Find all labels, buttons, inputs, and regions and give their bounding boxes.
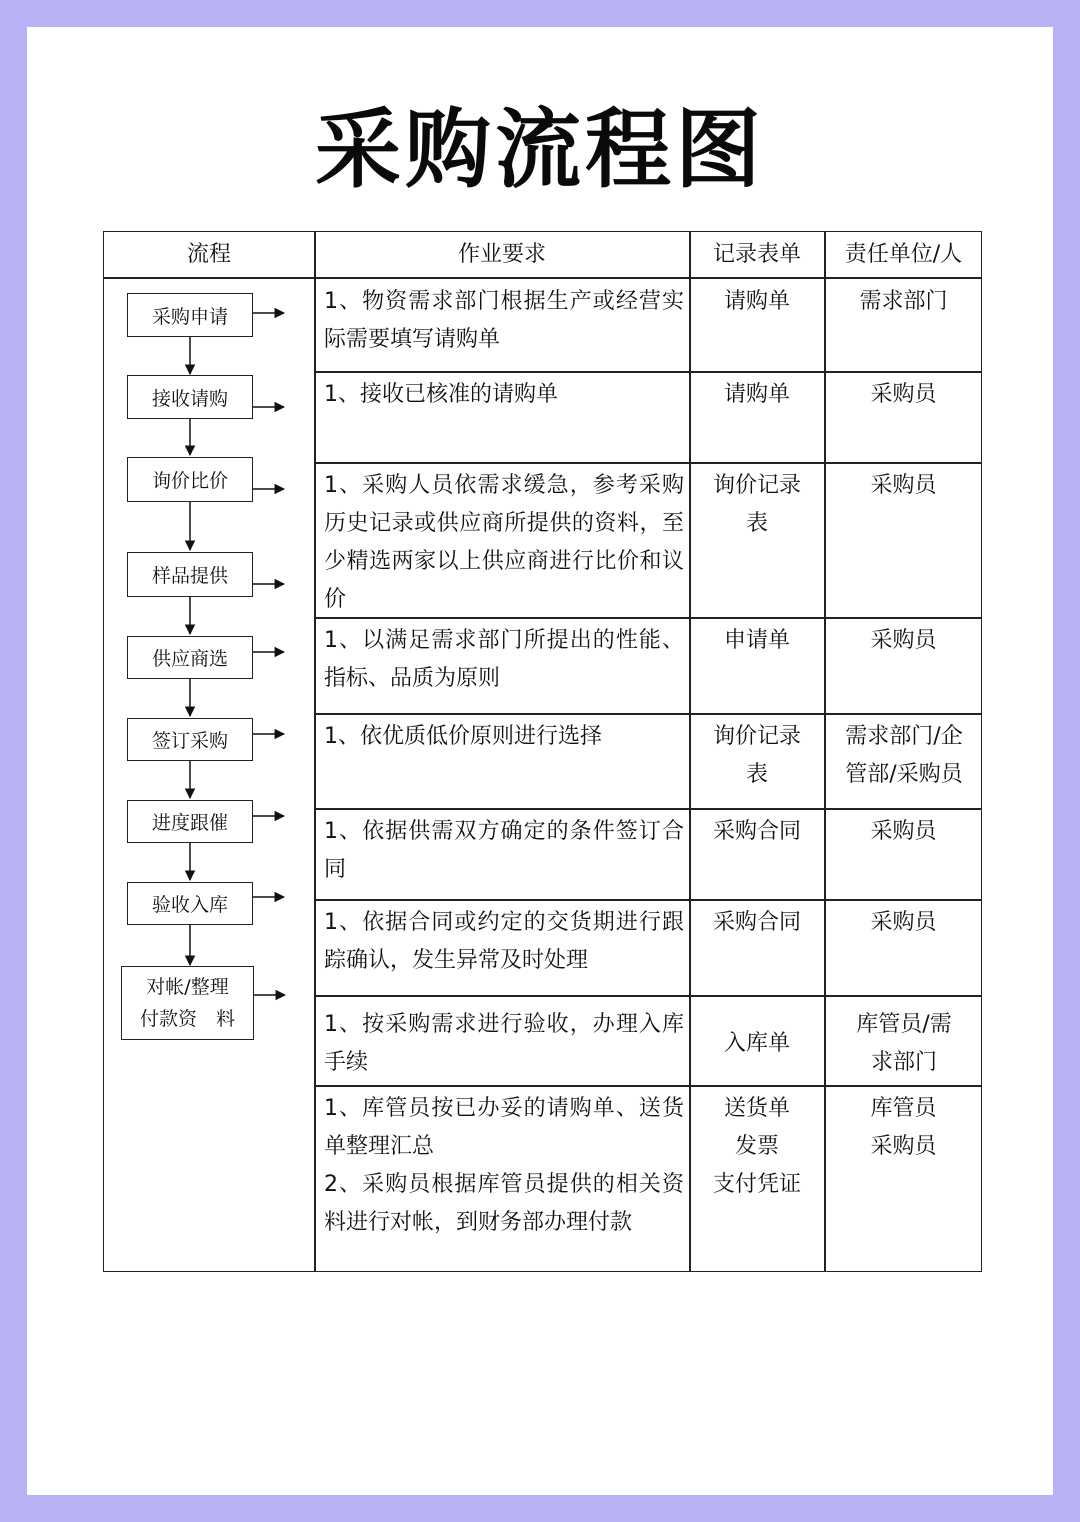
flow-step-sample: 样品提供 — [127, 552, 253, 597]
requirement-line: 1、库管员按已办妥的请购单、送货单整理汇总 — [324, 1096, 684, 1159]
flow-step-progress-followup: 进度跟催 — [127, 800, 253, 843]
header-requirement: 作业要求 — [457, 242, 546, 267]
header-responsible: 责任单位/人 — [844, 242, 963, 267]
flow-step-purchase-request: 采购申请 — [127, 293, 253, 337]
flow-step-line: 付款资 料 — [139, 1008, 235, 1030]
record-line: 支付凭证 — [712, 1172, 801, 1197]
responsible-party: 采购员 — [870, 910, 937, 935]
record-line: 发票 — [734, 1134, 779, 1159]
requirement-text: 1、以满足需求部门所提出的性能、指标、品质为原则 — [324, 628, 684, 691]
flow-step-reconcile-payment — [121, 966, 254, 1040]
record-form: 采购合同 — [712, 910, 801, 935]
responsible-party: 需求部门/企管部/采购员 — [845, 724, 963, 787]
requirement-text: 1、接收已核准的请购单 — [324, 382, 558, 407]
requirement-text — [324, 1090, 684, 1242]
record-form: 请购单 — [723, 382, 790, 407]
requirement-text: 1、采购人员依需求缓急，参考采购历史记录或供应商所提供的资料，至少精选两家以上供应商进行比价和议价 — [324, 473, 684, 612]
record-line: 送货单 — [723, 1096, 790, 1121]
responsible-party: 采购员 — [870, 382, 937, 407]
record-form: 采购合同 — [712, 819, 801, 844]
flow-step-sign-contract: 签订采购 — [127, 718, 253, 761]
record-form: 申请单 — [723, 628, 790, 653]
responsible-party: 采购员 — [870, 819, 937, 844]
header-flow: 流程 — [186, 242, 231, 267]
flow-step-inspection-storage: 验收入库 — [127, 882, 253, 925]
flow-step-line: 对帐/整理 — [146, 976, 229, 998]
requirement-text: 1、按采购需求进行验收，办理入库手续 — [324, 1012, 684, 1075]
record-form — [690, 1090, 824, 1204]
record-form: 询价记录表 — [712, 724, 801, 787]
record-form: 入库单 — [723, 1031, 790, 1056]
requirement-line: 2、采购员根据库管员提供的相关资料进行对帐，到财务部办理付款 — [324, 1172, 684, 1235]
requirement-text: 1、依优质低价原则进行选择 — [324, 724, 602, 749]
flow-step-supplier-selection: 供应商选 — [127, 636, 253, 679]
requirement-text: 1、依据供需双方确定的条件签订合同 — [324, 819, 684, 882]
responsible-party — [825, 1090, 982, 1166]
record-form: 询价记录表 — [712, 473, 801, 536]
header-record: 记录表单 — [712, 242, 801, 267]
responsible-party: 库管员/需求部门 — [856, 1012, 952, 1075]
responsible-party: 采购员 — [870, 628, 937, 653]
responsible-party: 需求部门 — [859, 289, 948, 314]
flow-step-price-comparison: 询价比价 — [127, 457, 253, 502]
flow-step-receive-request: 接收请购 — [127, 375, 253, 419]
page-title: 采购流程图 — [315, 100, 765, 200]
requirement-text: 1、物资需求部门根据生产或经营实际需要填写请购单 — [324, 289, 684, 352]
requirement-text: 1、依据合同或约定的交货期进行跟踪确认，发生异常及时处理 — [324, 910, 684, 973]
record-form: 请购单 — [723, 289, 790, 314]
responsible-party: 采购员 — [870, 473, 937, 498]
responsible-line: 库管员 — [870, 1096, 937, 1121]
responsible-line: 采购员 — [870, 1134, 937, 1159]
